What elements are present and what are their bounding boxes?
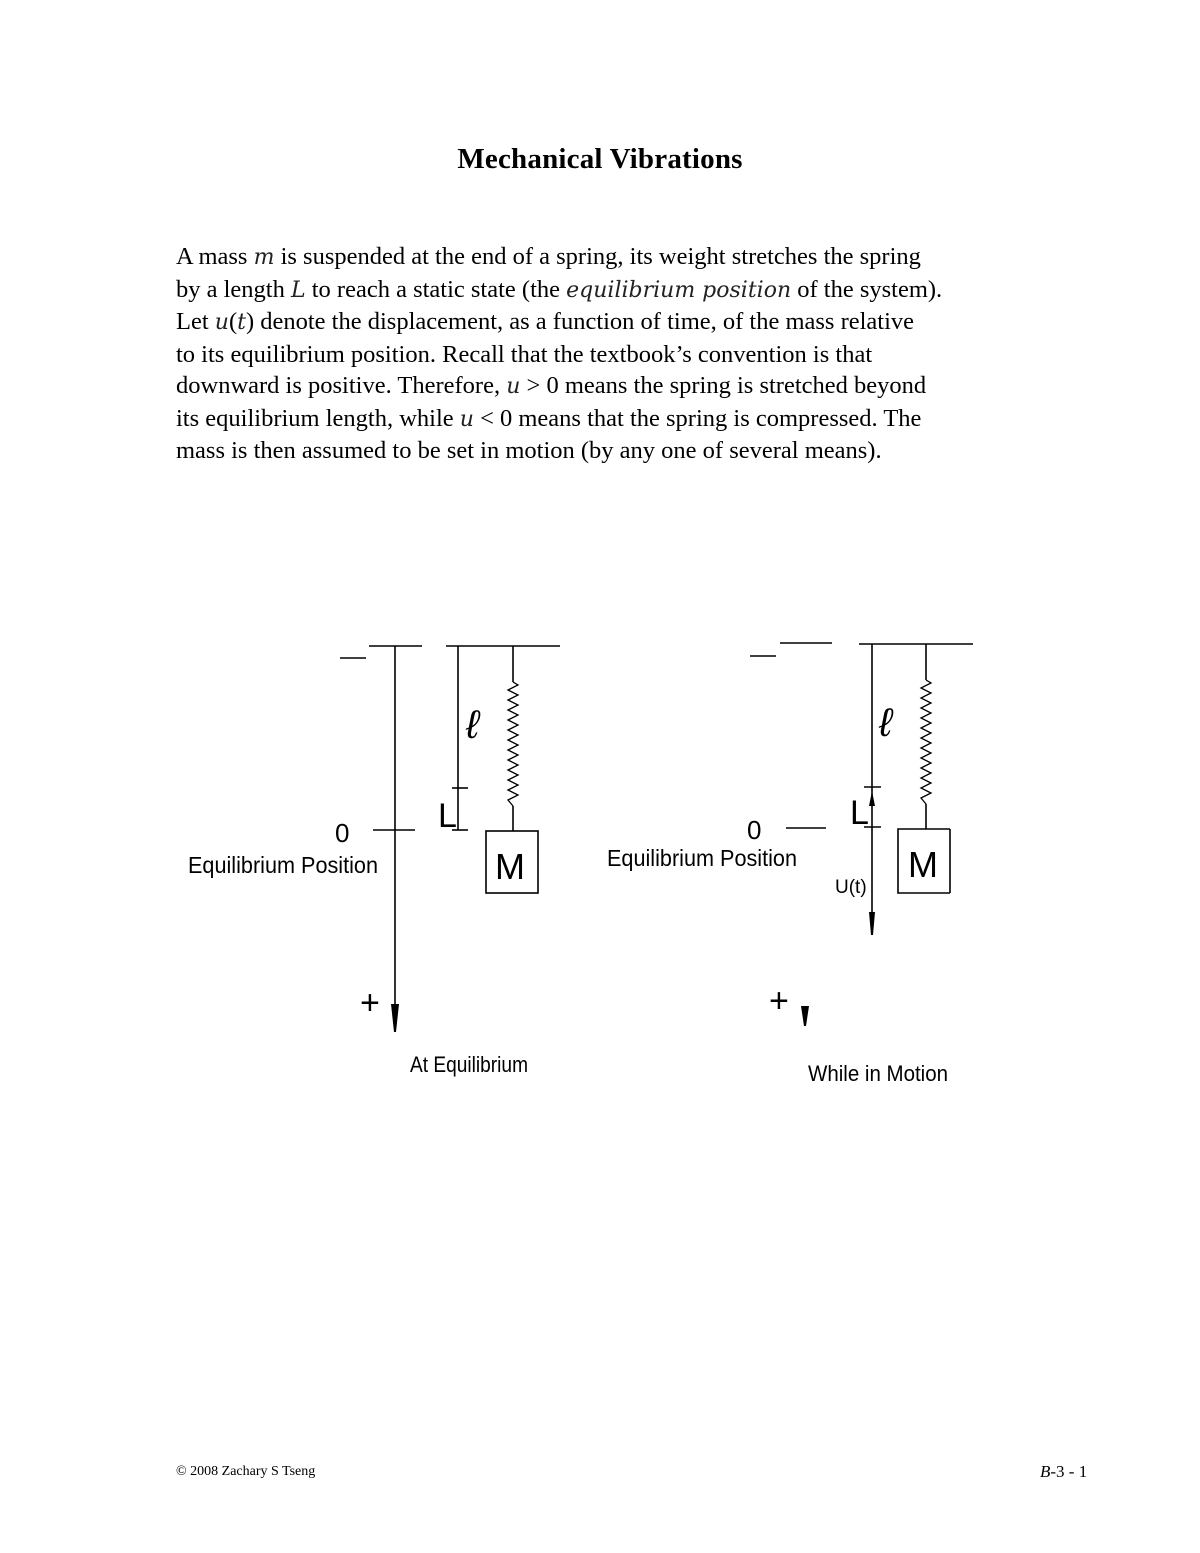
left-diagram [340, 646, 560, 1032]
right-ut-arrow [869, 912, 875, 935]
left-ell-label: ℓ [466, 703, 479, 747]
left-equilibrium-label: Equilibrium Position [188, 852, 378, 878]
paragraph-line: Let u(t) denote the displacement, as a function of time, of the mass relative [176, 308, 915, 335]
left-caption: At Equilibrium [410, 1052, 528, 1077]
paragraph-line: mass is then assumed to be set in motion (by any one of several means). [176, 437, 882, 464]
left-spring [508, 682, 518, 806]
left-axis-arrow [391, 1004, 399, 1032]
right-caption: While in Motion [808, 1061, 948, 1086]
right-mass-label: M [908, 844, 938, 885]
paragraph-line: downward is positive. Therefore, u > 0 means the spring is stretched beyond [176, 372, 927, 399]
right-spring [921, 680, 931, 804]
right-plus-arrow [801, 1006, 809, 1026]
paragraph-line: A mass m is suspended at the end of a spring, its weight stretches the spring [176, 243, 921, 270]
right-L-arrow [869, 791, 875, 806]
left-mass-label: M [495, 846, 525, 887]
right-zero-label: 0 [747, 815, 762, 845]
page-title: Mechanical Vibrations [457, 143, 743, 175]
right-plus-label: + [769, 982, 789, 1020]
right-ut-label: U(t) [835, 877, 867, 898]
right-L-label: L [850, 794, 869, 832]
paragraph-line: to its equilibrium position. Recall that the textbook’s convention is that [176, 340, 873, 368]
left-zero-label: 0 [335, 818, 350, 848]
footer-page-number: B-3 - 1 [1040, 1462, 1088, 1481]
left-plus-label: + [360, 984, 380, 1022]
left-L-label: L [438, 797, 457, 835]
right-equilibrium-label: Equilibrium Position [607, 845, 797, 871]
right-ell-label: ℓ [879, 701, 892, 745]
paragraph-line: by a length L to reach a static state (the equilibrium position of the system). [176, 275, 943, 303]
footer-copyright: © 2008 Zachary S Tseng [176, 1464, 316, 1479]
right-diagram [750, 643, 973, 1026]
paragraph-line: its equilibrium length, while u < 0 means that the spring is compressed. The [176, 404, 922, 432]
